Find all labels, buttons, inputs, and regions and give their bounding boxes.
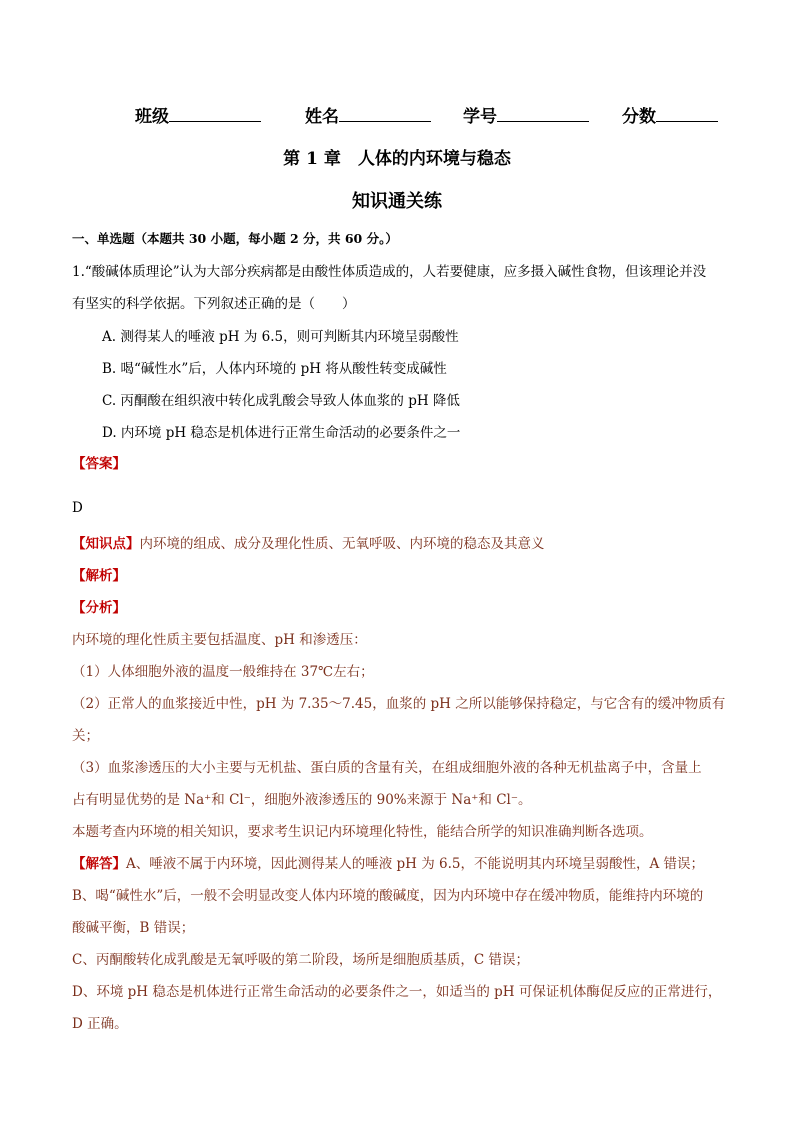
student-id-blank[interactable] bbox=[497, 103, 589, 122]
knowledge-tag: 【知识点】 bbox=[72, 536, 140, 552]
solution-line-a bbox=[72, 852, 704, 872]
analysis-point-3a: （3）血浆渗透压的大小主要与无机盐、蛋白质的含量有关，在组成细胞外液的各种无机盐离子中，含量上 bbox=[72, 760, 702, 776]
option-c[interactable]: C. 丙酮酸在组织液中转化成乳酸会导致人体血浆的 pH 降低 bbox=[102, 393, 460, 409]
student-id-field bbox=[463, 102, 589, 127]
knowledge-text: 内环境的组成、成分及理化性质、无氧呼吸、内环境的稳态及其意义 bbox=[139, 536, 545, 552]
score-blank[interactable] bbox=[656, 103, 718, 122]
knowledge-line bbox=[72, 532, 545, 552]
class-field bbox=[135, 102, 261, 127]
solution-c: C、丙酮酸转化成乳酸是无氧呼吸的第二阶段，场所是细胞质基质，C 错误； bbox=[72, 952, 529, 968]
fenxi-tag: 【分析】 bbox=[72, 600, 126, 616]
analysis-point-3b: 占有明显优势的是 Na⁺和 Cl⁻，细胞外液渗透压的 90%来源于 Na⁺和 Cl⁻。 bbox=[72, 792, 532, 808]
section-heading: 一、单选题（本题共 30 小题，每小题 2 分，共 60 分。） bbox=[72, 231, 398, 246]
solution-b1: B、喝“碱性水”后，一般不会明显改变人体内环境的酸碱度，因为内环境中存在缓冲物质，能维持内环境的 bbox=[72, 888, 704, 904]
score-label: 分数 bbox=[622, 107, 656, 127]
analysis-summary: 本题考查内环境的相关知识，要求考生识记内环境理化特性，能结合所学的知识准确判断各选项。 bbox=[72, 824, 653, 840]
analysis-intro: 内环境的理化性质主要包括温度、pH 和渗透压： bbox=[72, 632, 367, 648]
solution-tag: 【解答】 bbox=[72, 856, 126, 872]
name-label: 姓名 bbox=[305, 107, 339, 127]
answer-tag: 【答案】 bbox=[72, 456, 126, 472]
solution-d2: D 正确。 bbox=[72, 1016, 128, 1032]
score-field bbox=[622, 102, 718, 127]
sub-title: 知识通关练 bbox=[352, 191, 442, 212]
question-stem-line1: 1.“酸碱体质理论”认为大部分疾病都是由酸性体质造成的，人若要健康，应多摄入碱性食物，但该理论并没 bbox=[72, 264, 707, 280]
class-label: 班级 bbox=[135, 107, 169, 127]
question-stem-line2: 有坚实的科学依据。下列叙述正确的是（ ） bbox=[72, 296, 356, 312]
name-field bbox=[305, 102, 431, 127]
student-id-label: 学号 bbox=[463, 107, 497, 127]
header-fields bbox=[0, 102, 794, 132]
analysis-point-1: （1）人体细胞外液的温度一般维持在 37℃左右； bbox=[72, 664, 374, 680]
answer-value: D bbox=[72, 500, 83, 516]
solution-d1: D、环境 pH 稳态是机体进行正常生命活动的必要条件之一，如适当的 pH 可保证机体酶促反应的正常进行， bbox=[72, 984, 722, 1000]
solution-b2: 酸碱平衡，B 错误； bbox=[72, 920, 195, 936]
option-a[interactable]: A. 测得某人的唾液 pH 为 6.5，则可判断其内环境呈弱酸性 bbox=[102, 329, 459, 345]
solution-a: A、唾液不属于内环境，因此测得某人的唾液 pH 为 6.5，不能说明其内环境呈弱酸性，A 错误； bbox=[126, 856, 705, 872]
analysis-point-2b: 关； bbox=[72, 728, 99, 744]
option-d[interactable]: D. 内环境 pH 稳态是机体进行正常生命活动的必要条件之一 bbox=[102, 425, 461, 441]
analysis-tag: 【解析】 bbox=[72, 568, 126, 584]
chapter-title: 第 1 章 人体的内环境与稳态 bbox=[283, 149, 511, 169]
analysis-point-2a: （2）正常人的血浆接近中性，pH 为 7.35～7.45，血浆的 pH 之所以能够保持稳定，与它含有的缓冲物质有 bbox=[72, 696, 726, 712]
option-b[interactable]: B. 喝“碱性水”后，人体内环境的 pH 将从酸性转变成碱性 bbox=[102, 361, 447, 377]
name-blank[interactable] bbox=[339, 103, 431, 122]
class-blank[interactable] bbox=[169, 103, 261, 122]
